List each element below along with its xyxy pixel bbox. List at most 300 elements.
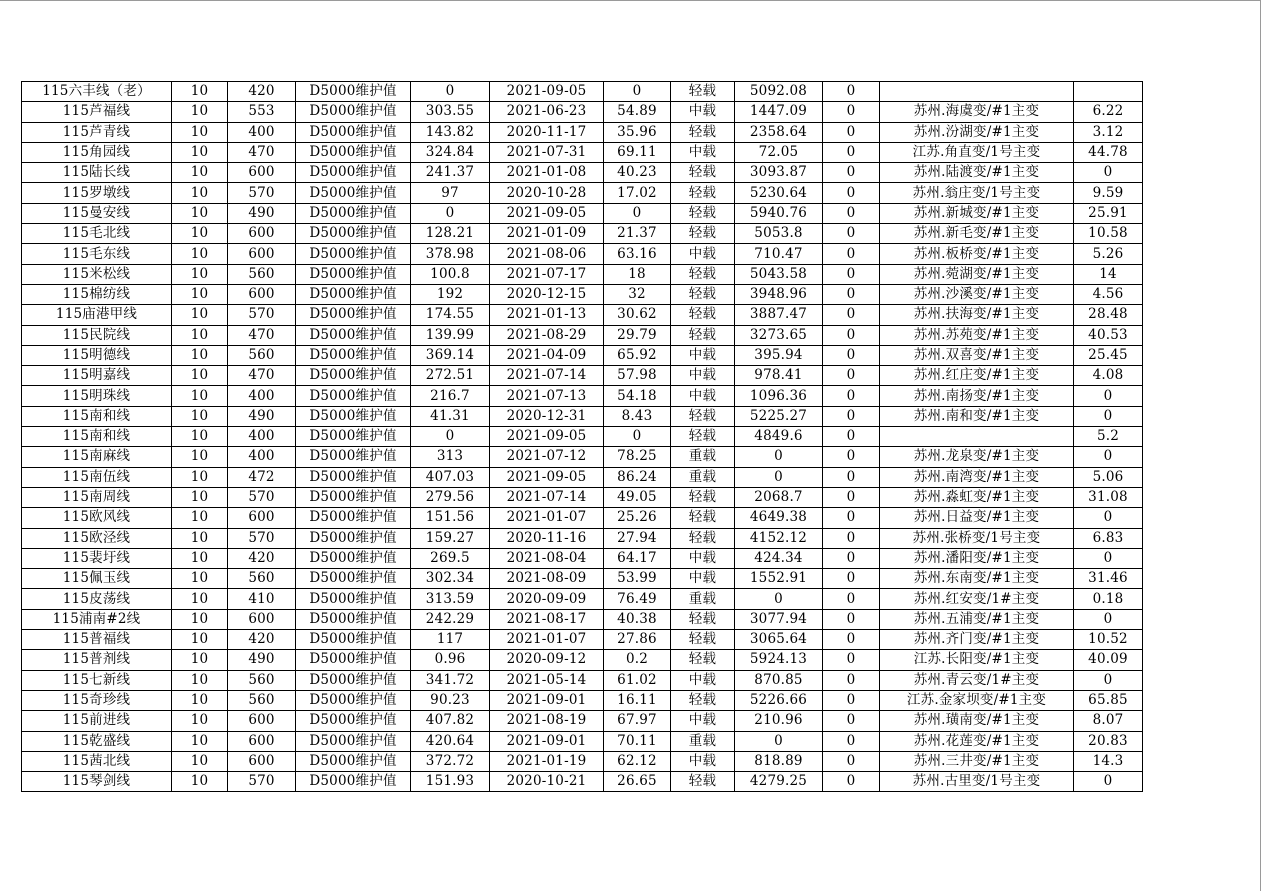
cell-load-rate: 54.18	[604, 386, 671, 406]
cell-value: 9.59	[1074, 183, 1143, 203]
cell-line-name: 115明德线	[22, 345, 172, 365]
cell-load-rate: 54.89	[604, 102, 671, 122]
cell-date: 2021-09-05	[490, 82, 604, 102]
table-row	[22, 122, 1143, 142]
cell-value: 3.12	[1074, 122, 1143, 142]
cell-value: 40.53	[1074, 325, 1143, 345]
cell-voltage: 10	[172, 528, 228, 548]
cell-data-source: D5000维护值	[296, 345, 411, 365]
cell-transformer: 苏州.菀湖变/#1主变	[880, 264, 1074, 284]
cell-count: 0	[823, 589, 880, 609]
cell-line-name: 115琴剑线	[22, 772, 172, 792]
cell-data-source: D5000维护值	[296, 569, 411, 589]
table-row	[22, 183, 1143, 203]
cell-load-value: 90.23	[411, 690, 490, 710]
cell-count: 0	[823, 467, 880, 487]
cell-load-rate: 18	[604, 264, 671, 284]
cell-load-status: 中载	[671, 569, 735, 589]
cell-value: 10.52	[1074, 630, 1143, 650]
cell-rated-capacity: 570	[228, 772, 296, 792]
cell-load-rate: 70.11	[604, 731, 671, 751]
cell-rated-capacity: 560	[228, 569, 296, 589]
cell-transformer: 苏州.三井变/#1主变	[880, 751, 1074, 771]
cell-count: 0	[823, 447, 880, 467]
cell-load-value: 369.14	[411, 345, 490, 365]
cell-load-value: 174.55	[411, 305, 490, 325]
cell-margin: 3093.87	[735, 163, 823, 183]
cell-load-status: 轻载	[671, 508, 735, 528]
cell-margin: 710.47	[735, 244, 823, 264]
cell-value: 40.09	[1074, 650, 1143, 670]
cell-count: 0	[823, 305, 880, 325]
cell-data-source: D5000维护值	[296, 609, 411, 629]
cell-count: 0	[823, 630, 880, 650]
cell-load-rate: 53.99	[604, 569, 671, 589]
cell-load-status: 中载	[671, 386, 735, 406]
cell-line-name: 115普福线	[22, 630, 172, 650]
cell-load-value: 279.56	[411, 487, 490, 507]
cell-load-status: 轻载	[671, 82, 735, 102]
cell-count: 0	[823, 569, 880, 589]
cell-voltage: 10	[172, 325, 228, 345]
cell-voltage: 10	[172, 690, 228, 710]
cell-date: 2021-01-08	[490, 163, 604, 183]
cell-line-name: 115民院线	[22, 325, 172, 345]
cell-margin: 870.85	[735, 670, 823, 690]
cell-count: 0	[823, 183, 880, 203]
cell-margin: 5226.66	[735, 690, 823, 710]
cell-line-name: 115南和线	[22, 406, 172, 426]
table-row	[22, 102, 1143, 122]
cell-line-name: 115棉纺线	[22, 284, 172, 304]
cell-load-value: 272.51	[411, 366, 490, 386]
cell-load-value: 151.56	[411, 508, 490, 528]
cell-voltage: 10	[172, 244, 228, 264]
cell-voltage: 10	[172, 548, 228, 568]
cell-load-value: 100.8	[411, 264, 490, 284]
cell-load-value: 128.21	[411, 224, 490, 244]
cell-transformer: 苏州.陆渡变/#1主变	[880, 163, 1074, 183]
cell-rated-capacity: 470	[228, 325, 296, 345]
cell-value: 8.07	[1074, 711, 1143, 731]
cell-rated-capacity: 470	[228, 366, 296, 386]
table-row	[22, 203, 1143, 223]
cell-rated-capacity: 560	[228, 690, 296, 710]
cell-margin: 5225.27	[735, 406, 823, 426]
cell-margin: 424.34	[735, 548, 823, 568]
cell-load-status: 中载	[671, 711, 735, 731]
cell-voltage: 10	[172, 82, 228, 102]
cell-date: 2021-09-05	[490, 203, 604, 223]
cell-data-source: D5000维护值	[296, 467, 411, 487]
cell-load-value: 269.5	[411, 548, 490, 568]
cell-margin: 5940.76	[735, 203, 823, 223]
cell-data-source: D5000维护值	[296, 406, 411, 426]
cell-line-name: 115南周线	[22, 487, 172, 507]
cell-margin: 978.41	[735, 366, 823, 386]
cell-margin: 5043.58	[735, 264, 823, 284]
cell-voltage: 10	[172, 183, 228, 203]
cell-line-name: 115欧风线	[22, 508, 172, 528]
cell-load-value: 159.27	[411, 528, 490, 548]
cell-margin: 5092.08	[735, 82, 823, 102]
cell-value: 65.85	[1074, 690, 1143, 710]
cell-voltage: 10	[172, 670, 228, 690]
cell-transformer: 苏州.新毛变/#1主变	[880, 224, 1074, 244]
cell-load-status: 轻载	[671, 690, 735, 710]
cell-transformer: 苏州.青云变/1#主变	[880, 670, 1074, 690]
cell-date: 2021-08-29	[490, 325, 604, 345]
cell-rated-capacity: 470	[228, 142, 296, 162]
cell-count: 0	[823, 731, 880, 751]
cell-transformer: 苏州.海虞变/#1主变	[880, 102, 1074, 122]
cell-line-name: 115六丰线（老）	[22, 82, 172, 102]
table-row	[22, 711, 1143, 731]
cell-voltage: 10	[172, 163, 228, 183]
cell-date: 2021-08-04	[490, 548, 604, 568]
cell-rated-capacity: 560	[228, 264, 296, 284]
cell-voltage: 10	[172, 487, 228, 507]
cell-count: 0	[823, 284, 880, 304]
cell-rated-capacity: 560	[228, 670, 296, 690]
cell-data-source: D5000维护值	[296, 102, 411, 122]
cell-date: 2020-10-28	[490, 183, 604, 203]
cell-rated-capacity: 600	[228, 163, 296, 183]
table-row	[22, 751, 1143, 771]
cell-margin: 3948.96	[735, 284, 823, 304]
cell-voltage: 10	[172, 772, 228, 792]
cell-data-source: D5000维护值	[296, 711, 411, 731]
cell-rated-capacity: 570	[228, 528, 296, 548]
table-row	[22, 650, 1143, 670]
cell-date: 2020-12-31	[490, 406, 604, 426]
cell-load-value: 151.93	[411, 772, 490, 792]
cell-line-name: 115裴圩线	[22, 548, 172, 568]
cell-transformer: 苏州.淼虹变/#1主变	[880, 487, 1074, 507]
cell-line-name: 115角园线	[22, 142, 172, 162]
cell-line-name: 115明珠线	[22, 386, 172, 406]
cell-data-source: D5000维护值	[296, 630, 411, 650]
cell-line-name: 115浦南#2线	[22, 609, 172, 629]
table-row	[22, 589, 1143, 609]
cell-value: 0	[1074, 406, 1143, 426]
cell-count: 0	[823, 508, 880, 528]
cell-transformer: 苏州.花莲变/#1主变	[880, 731, 1074, 751]
cell-count: 0	[823, 772, 880, 792]
cell-line-name: 115毛东线	[22, 244, 172, 264]
cell-transformer: 苏州.沙溪变/#1主变	[880, 284, 1074, 304]
cell-load-rate: 16.11	[604, 690, 671, 710]
cell-transformer: 苏州.红庄变/#1主变	[880, 366, 1074, 386]
cell-voltage: 10	[172, 609, 228, 629]
cell-date: 2020-09-12	[490, 650, 604, 670]
cell-date: 2021-07-31	[490, 142, 604, 162]
cell-voltage: 10	[172, 386, 228, 406]
cell-load-status: 轻载	[671, 325, 735, 345]
cell-load-status: 轻载	[671, 650, 735, 670]
cell-line-name: 115毛北线	[22, 224, 172, 244]
cell-date: 2021-09-01	[490, 731, 604, 751]
table-body	[22, 82, 1143, 792]
cell-data-source: D5000维护值	[296, 244, 411, 264]
table-row	[22, 569, 1143, 589]
cell-count: 0	[823, 203, 880, 223]
cell-value: 0.18	[1074, 589, 1143, 609]
cell-load-status: 轻载	[671, 224, 735, 244]
cell-data-source: D5000维护值	[296, 508, 411, 528]
cell-load-status: 中载	[671, 366, 735, 386]
cell-load-value: 407.03	[411, 467, 490, 487]
cell-load-status: 轻载	[671, 183, 735, 203]
cell-line-name: 115南和线	[22, 427, 172, 447]
cell-load-status: 中载	[671, 670, 735, 690]
cell-date: 2021-04-09	[490, 345, 604, 365]
cell-line-name: 115陆长线	[22, 163, 172, 183]
cell-date: 2020-11-17	[490, 122, 604, 142]
cell-date: 2021-09-01	[490, 690, 604, 710]
cell-line-name: 115曼安线	[22, 203, 172, 223]
cell-count: 0	[823, 102, 880, 122]
cell-data-source: D5000维护值	[296, 284, 411, 304]
cell-rated-capacity: 420	[228, 630, 296, 650]
cell-date: 2021-01-09	[490, 224, 604, 244]
table-row	[22, 366, 1143, 386]
cell-load-status: 中载	[671, 102, 735, 122]
cell-data-source: D5000维护值	[296, 487, 411, 507]
cell-load-status: 中载	[671, 244, 735, 264]
cell-margin: 0	[735, 467, 823, 487]
cell-value: 10.58	[1074, 224, 1143, 244]
cell-voltage: 10	[172, 406, 228, 426]
cell-date: 2021-07-14	[490, 366, 604, 386]
cell-date: 2021-07-17	[490, 264, 604, 284]
cell-voltage: 10	[172, 569, 228, 589]
cell-value: 28.48	[1074, 305, 1143, 325]
cell-margin: 3273.65	[735, 325, 823, 345]
table-row	[22, 630, 1143, 650]
cell-load-value: 97	[411, 183, 490, 203]
cell-margin: 210.96	[735, 711, 823, 731]
cell-load-rate: 17.02	[604, 183, 671, 203]
cell-value: 5.26	[1074, 244, 1143, 264]
cell-load-rate: 26.65	[604, 772, 671, 792]
cell-load-rate: 30.62	[604, 305, 671, 325]
cell-load-rate: 0.2	[604, 650, 671, 670]
table-row	[22, 386, 1143, 406]
cell-transformer: 苏州.五浦变/#1主变	[880, 609, 1074, 629]
cell-count: 0	[823, 142, 880, 162]
cell-date: 2020-10-21	[490, 772, 604, 792]
cell-load-rate: 25.26	[604, 508, 671, 528]
cell-margin: 4849.6	[735, 427, 823, 447]
cell-load-value: 117	[411, 630, 490, 650]
cell-margin: 4152.12	[735, 528, 823, 548]
cell-line-name: 115米松线	[22, 264, 172, 284]
cell-data-source: D5000维护值	[296, 731, 411, 751]
cell-data-source: D5000维护值	[296, 427, 411, 447]
cell-load-rate: 35.96	[604, 122, 671, 142]
cell-rated-capacity: 472	[228, 467, 296, 487]
cell-load-value: 420.64	[411, 731, 490, 751]
table-row	[22, 548, 1143, 568]
cell-rated-capacity: 600	[228, 751, 296, 771]
cell-rated-capacity: 570	[228, 487, 296, 507]
cell-value: 14.3	[1074, 751, 1143, 771]
cell-date: 2021-08-06	[490, 244, 604, 264]
cell-rated-capacity: 570	[228, 305, 296, 325]
cell-load-status: 重载	[671, 731, 735, 751]
cell-data-source: D5000维护值	[296, 386, 411, 406]
cell-transformer: 江苏.长阳变/#1主变	[880, 650, 1074, 670]
cell-data-source: D5000维护值	[296, 122, 411, 142]
cell-load-value: 242.29	[411, 609, 490, 629]
cell-transformer: 苏州.板桥变/#1主变	[880, 244, 1074, 264]
cell-load-value: 313.59	[411, 589, 490, 609]
cell-date: 2021-07-13	[490, 386, 604, 406]
cell-load-rate: 27.86	[604, 630, 671, 650]
cell-margin: 0	[735, 447, 823, 467]
cell-count: 0	[823, 82, 880, 102]
cell-load-status: 轻载	[671, 284, 735, 304]
cell-load-status: 轻载	[671, 427, 735, 447]
cell-date: 2021-09-05	[490, 427, 604, 447]
cell-data-source: D5000维护值	[296, 264, 411, 284]
cell-rated-capacity: 600	[228, 224, 296, 244]
cell-load-status: 轻载	[671, 609, 735, 629]
cell-value: 0	[1074, 386, 1143, 406]
cell-load-value: 341.72	[411, 670, 490, 690]
cell-voltage: 10	[172, 731, 228, 751]
cell-load-rate: 65.92	[604, 345, 671, 365]
cell-date: 2021-01-19	[490, 751, 604, 771]
cell-count: 0	[823, 609, 880, 629]
cell-voltage: 10	[172, 467, 228, 487]
cell-count: 0	[823, 690, 880, 710]
cell-transformer: 苏州.张桥变/1号主变	[880, 528, 1074, 548]
cell-rated-capacity: 490	[228, 650, 296, 670]
cell-load-rate: 0	[604, 203, 671, 223]
cell-voltage: 10	[172, 203, 228, 223]
cell-voltage: 10	[172, 630, 228, 650]
table-row	[22, 82, 1143, 102]
cell-load-rate: 27.94	[604, 528, 671, 548]
cell-line-name: 115罗墩线	[22, 183, 172, 203]
cell-transformer: 苏州.龙泉变/#1主变	[880, 447, 1074, 467]
cell-value: 14	[1074, 264, 1143, 284]
cell-count: 0	[823, 163, 880, 183]
cell-transformer: 苏州.璜南变/#1主变	[880, 711, 1074, 731]
cell-voltage: 10	[172, 589, 228, 609]
cell-rated-capacity: 560	[228, 345, 296, 365]
cell-transformer: 江苏.金家坝变/#1主变	[880, 690, 1074, 710]
cell-rated-capacity: 600	[228, 711, 296, 731]
cell-count: 0	[823, 325, 880, 345]
cell-voltage: 10	[172, 102, 228, 122]
cell-load-value: 313	[411, 447, 490, 467]
cell-load-value: 192	[411, 284, 490, 304]
cell-margin: 5230.64	[735, 183, 823, 203]
cell-rated-capacity: 490	[228, 203, 296, 223]
cell-load-rate: 64.17	[604, 548, 671, 568]
cell-load-status: 轻载	[671, 487, 735, 507]
cell-line-name: 115芦福线	[22, 102, 172, 122]
cell-load-rate: 49.05	[604, 487, 671, 507]
cell-load-rate: 67.97	[604, 711, 671, 731]
cell-rated-capacity: 400	[228, 447, 296, 467]
cell-margin: 3077.94	[735, 609, 823, 629]
cell-voltage: 10	[172, 427, 228, 447]
cell-data-source: D5000维护值	[296, 305, 411, 325]
cell-count: 0	[823, 122, 880, 142]
cell-load-status: 轻载	[671, 264, 735, 284]
cell-load-rate: 0	[604, 82, 671, 102]
cell-voltage: 10	[172, 264, 228, 284]
cell-value: 44.78	[1074, 142, 1143, 162]
cell-data-source: D5000维护值	[296, 751, 411, 771]
cell-transformer: 苏州.苏苑变/#1主变	[880, 325, 1074, 345]
cell-value: 0	[1074, 548, 1143, 568]
cell-load-value: 0	[411, 427, 490, 447]
table-row	[22, 284, 1143, 304]
cell-transformer: 苏州.日益变/#1主变	[880, 508, 1074, 528]
cell-data-source: D5000维护值	[296, 589, 411, 609]
cell-data-source: D5000维护值	[296, 82, 411, 102]
cell-value: 31.46	[1074, 569, 1143, 589]
cell-load-status: 轻载	[671, 163, 735, 183]
table-row	[22, 224, 1143, 244]
cell-line-name: 115前进线	[22, 711, 172, 731]
cell-rated-capacity: 553	[228, 102, 296, 122]
table-row	[22, 345, 1143, 365]
cell-value: 5.2	[1074, 427, 1143, 447]
cell-value: 6.22	[1074, 102, 1143, 122]
table-row	[22, 508, 1143, 528]
table-row	[22, 142, 1143, 162]
cell-load-status: 轻载	[671, 122, 735, 142]
cell-line-name: 115佩玉线	[22, 569, 172, 589]
cell-transformer: 苏州.南扬变/#1主变	[880, 386, 1074, 406]
cell-load-value: 372.72	[411, 751, 490, 771]
cell-date: 2021-08-17	[490, 609, 604, 629]
cell-data-source: D5000维护值	[296, 142, 411, 162]
cell-load-value: 0	[411, 82, 490, 102]
cell-voltage: 10	[172, 284, 228, 304]
cell-data-source: D5000维护值	[296, 224, 411, 244]
cell-value: 0	[1074, 670, 1143, 690]
cell-line-name: 115乾盛线	[22, 731, 172, 751]
cell-date: 2021-06-23	[490, 102, 604, 122]
cell-load-rate: 69.11	[604, 142, 671, 162]
cell-load-rate: 62.12	[604, 751, 671, 771]
cell-line-name: 115普剂线	[22, 650, 172, 670]
table-row	[22, 487, 1143, 507]
cell-load-status: 重载	[671, 467, 735, 487]
cell-data-source: D5000维护值	[296, 548, 411, 568]
cell-margin: 1552.91	[735, 569, 823, 589]
cell-margin: 3887.47	[735, 305, 823, 325]
cell-load-status: 轻载	[671, 406, 735, 426]
cell-load-value: 0	[411, 203, 490, 223]
cell-load-value: 139.99	[411, 325, 490, 345]
data-table	[21, 81, 1143, 792]
cell-count: 0	[823, 386, 880, 406]
cell-voltage: 10	[172, 305, 228, 325]
cell-line-name: 115奇珍线	[22, 690, 172, 710]
cell-load-rate: 40.23	[604, 163, 671, 183]
cell-load-value: 302.34	[411, 569, 490, 589]
cell-load-value: 0.96	[411, 650, 490, 670]
table-row	[22, 264, 1143, 284]
